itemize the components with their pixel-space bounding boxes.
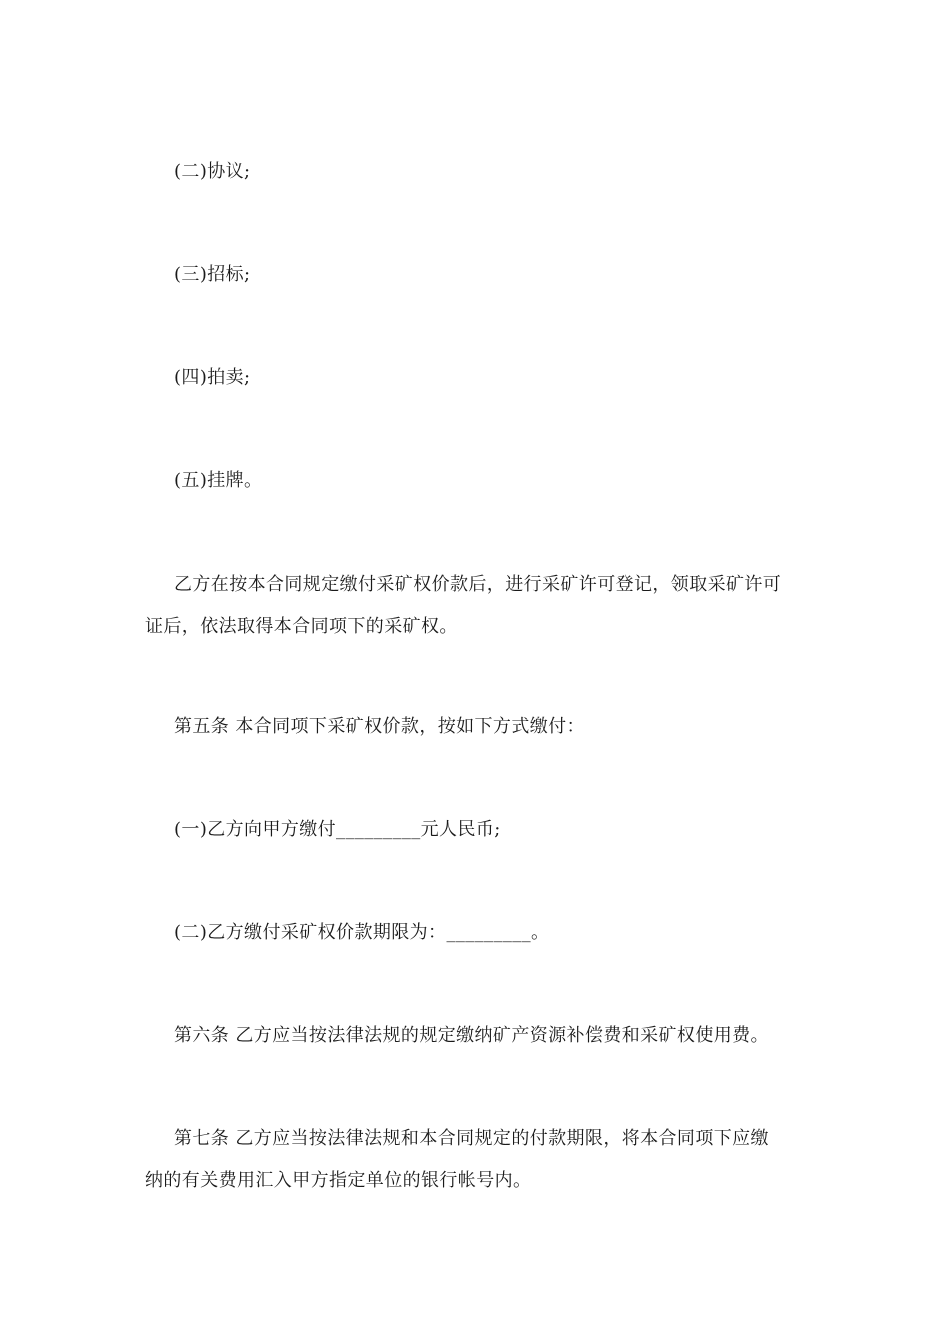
list-item-agreement: (二)协议; <box>174 161 251 182</box>
article-7-line-1: 第七条 乙方应当按法律法规和本合同规定的付款期限，将本合同项下应缴 <box>174 1128 769 1149</box>
list-item-tender: (三)招标; <box>174 264 251 285</box>
payment-deadline-item: (二)乙方缴付采矿权价款期限为：_________。 <box>174 922 550 943</box>
list-item-listing: (五)挂牌。 <box>174 470 263 491</box>
article-7-line-2: 纳的有关费用汇入甲方指定单位的银行帐号内。 <box>145 1170 532 1191</box>
list-item-auction: (四)拍卖; <box>174 367 251 388</box>
paragraph-mining-right-line-1: 乙方在按本合同规定缴付采矿权价款后，进行采矿许可登记，领取采矿许可 <box>174 574 782 595</box>
payment-amount-item: (一)乙方向甲方缴付_________元人民币; <box>174 819 501 840</box>
paragraph-mining-right-line-2: 证后，依法取得本合同项下的采矿权。 <box>145 616 458 637</box>
article-6-text: 第六条 乙方应当按法律法规的规定缴纳矿产资源补偿费和采矿权使用费。 <box>174 1025 769 1046</box>
article-5-heading: 第五条 本合同项下采矿权价款，按如下方式缴付： <box>174 716 585 737</box>
